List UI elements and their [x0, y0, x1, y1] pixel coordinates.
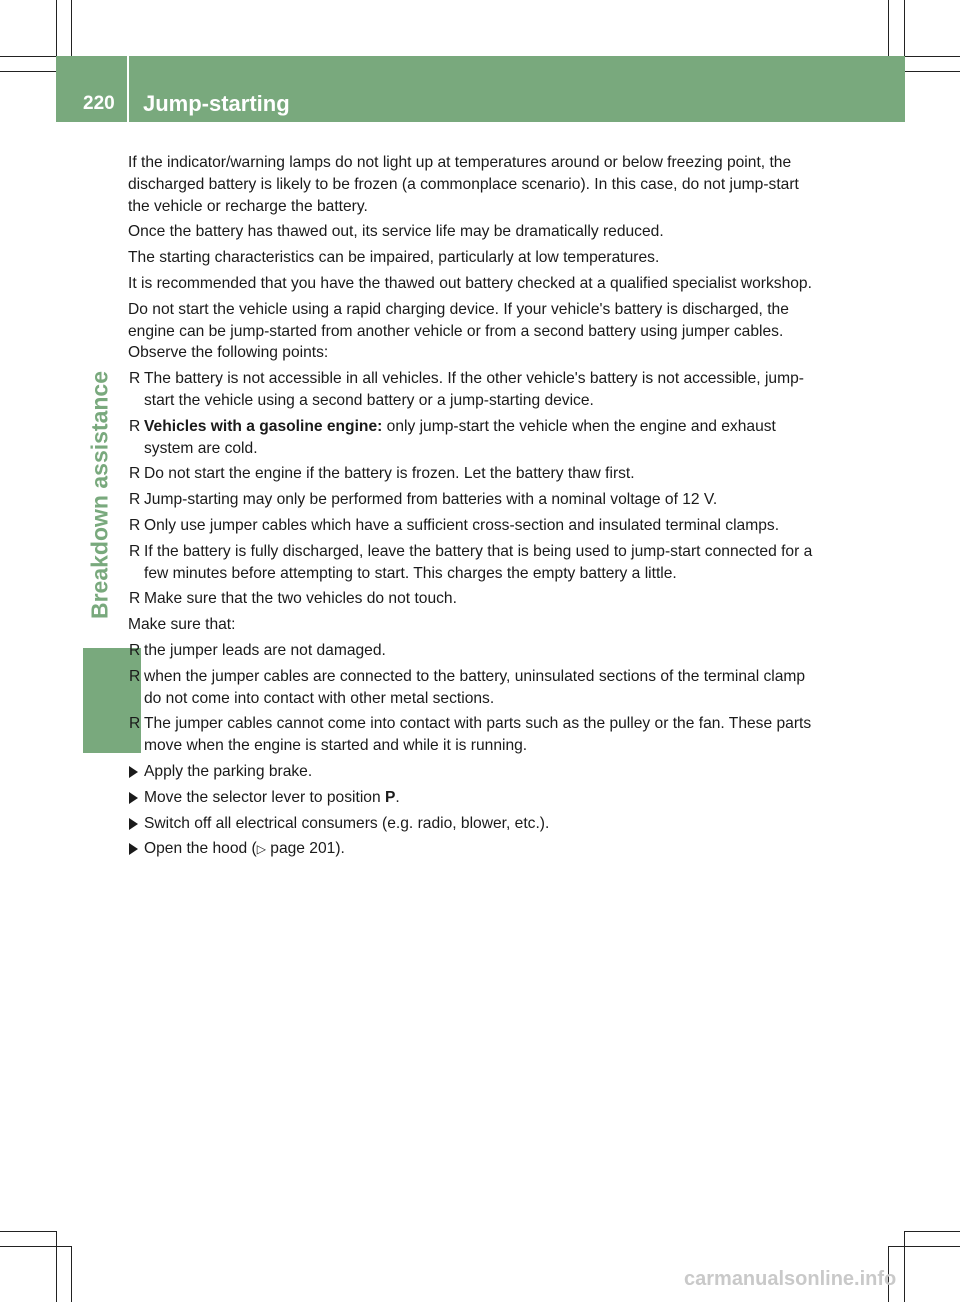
- bullet-icon: R: [129, 641, 141, 659]
- checks-list: [128, 640, 814, 757]
- crop-mark: [56, 0, 57, 56]
- crop-mark: [56, 1231, 57, 1302]
- list-item: R If the battery is fully discharged, leave the battery that is being used to jump-start connected for a few minutes before attempting to start. This charges the empty battery a little.: [129, 542, 813, 582]
- bullet-icon: R: [129, 417, 141, 435]
- section-title: Jump-starting: [143, 91, 290, 116]
- step-arrow-icon: [129, 792, 138, 804]
- page-number: 220: [83, 93, 115, 114]
- list-item: R Make sure that the two vehicles do not touch.: [128, 588, 814, 610]
- crop-mark: [905, 56, 960, 57]
- bullet-icon: R: [129, 667, 141, 685]
- crop-mark: [0, 1246, 72, 1247]
- bullet-icon: R: [129, 370, 141, 388]
- header-separator: [127, 56, 129, 122]
- step-arrow-icon: [129, 766, 138, 778]
- intro-paragraph: If the indicator/warning lamps do not light up at temperatures around or below freezing point, the discharged battery is likely to be frozen (a commonplace scenario). In this case, do not jump-start the vehicle or recharge the battery.: [128, 154, 799, 215]
- page-ref-icon: ▷: [256, 842, 266, 857]
- steps-list: [128, 761, 814, 861]
- page-reference[interactable]: page 201).: [265, 840, 345, 858]
- bullet-icon: R: [129, 715, 141, 733]
- crop-mark: [0, 56, 56, 57]
- position-value: P: [384, 788, 396, 806]
- step-item: Move the selector lever to position P.: [128, 787, 814, 809]
- list-item: R when the jumper cables are connected to the battery, uninsulated sections of the terminal clamp do not come into contact with other metal sections.: [129, 667, 806, 707]
- crop-mark: [0, 1231, 56, 1232]
- list-item: R Vehicles with a gasoline engine: only jump-start the vehicle when the engine and exhaust system are cold.: [129, 417, 776, 457]
- crop-mark: [904, 0, 905, 56]
- intro-paragraph: Once the battery has thawed out, its service life may be dramatically reduced.: [128, 223, 664, 241]
- list-item: R Only use jumper cables which have a sufficient cross-section and insulated terminal clamps.: [128, 515, 814, 537]
- step-arrow-icon: [129, 843, 138, 855]
- crop-mark: [0, 71, 56, 72]
- step-arrow-icon: [129, 818, 138, 830]
- list-item: R The jumper cables cannot come into contact with parts such as the pulley or the fan. These parts move when the engine is started and while it is running.: [129, 715, 812, 755]
- bullet-icon: R: [129, 491, 141, 509]
- list-item: R The battery is not accessible in all vehicles. If the other vehicle's battery is not accessible, jump-start the vehicle using a second battery or a jump-starting device.: [129, 370, 804, 409]
- main-content: [128, 152, 814, 865]
- list-item: R Jump-starting may only be performed from batteries with a nominal voltage of 12 V.: [128, 489, 814, 511]
- emphasis: Vehicles with a gasoline engine:: [144, 417, 383, 435]
- crop-mark: [904, 1231, 905, 1302]
- watermark: carmanualsonline.info: [684, 1268, 897, 1290]
- intro-paragraph: The starting characteristics can be impaired, particularly at low temperatures.: [128, 249, 660, 267]
- step-item: Apply the parking brake.: [128, 761, 814, 783]
- bullet-icon: R: [129, 590, 141, 608]
- step-item: Open the hood (▷ page 201).: [128, 838, 814, 861]
- list-item: R the jumper leads are not damaged.: [128, 640, 814, 662]
- crop-mark: [71, 1246, 72, 1302]
- make-sure-heading: Make sure that:: [128, 616, 236, 634]
- points-list: [128, 368, 814, 610]
- bullet-icon: R: [129, 465, 141, 483]
- bullet-icon: R: [129, 542, 141, 560]
- step-item: Switch off all electrical consumers (e.g. radio, blower, etc.).: [128, 813, 814, 835]
- list-item: R Do not start the engine if the battery is frozen. Let the battery thaw first.: [128, 463, 814, 485]
- crop-mark: [888, 1246, 960, 1247]
- bullet-icon: R: [129, 516, 141, 534]
- crop-mark: [905, 71, 960, 72]
- crop-mark: [904, 1231, 960, 1232]
- intro-paragraph: It is recommended that you have the thawed out battery checked at a qualified specialist workshop.: [128, 274, 812, 292]
- intro-paragraph: Do not start the vehicle using a rapid charging device. If your vehicle's battery is discharged, the engine can be jump-started from another vehicle or from a second battery using jumper cables. Observe the following points:: [128, 300, 789, 362]
